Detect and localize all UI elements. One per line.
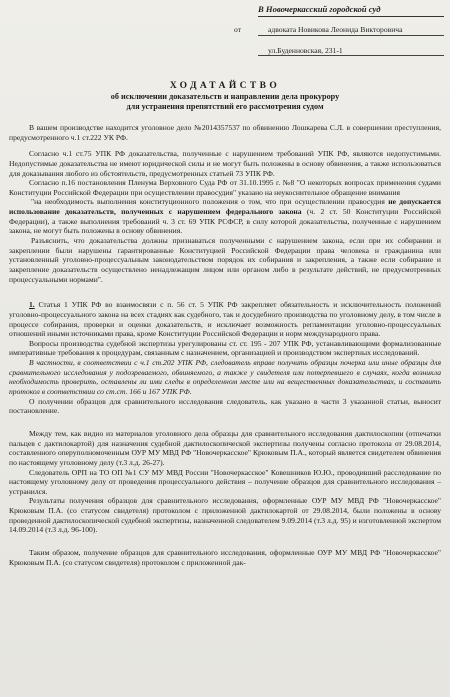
paragraph-article1 bbox=[9, 300, 441, 339]
paragraph-art75: Согласно ч.1 ст.75 УПК РФ доказательства, полученные с нарушением требований УПК РФ, являются недопустимыми. Недопустимые доказательства не имеют юридической силы и не могут быть положены в основу обвинения, а также использоваться для доказывания любого из обстоятельств, предусмотренных статьей 73 УПК РФ. bbox=[9, 149, 441, 178]
paragraph-samples: Между тем, как видно из материалов уголовного дела образцы для сравнительного исследования дактилоскопии (отпечатки пальцев с дактилокартой) для назначения судебной дактилоскопической экспертизы получены согласно протокола от 29.08.2014, составленного оперуполномоченным ОУР МУ МВД РФ "Новочеркасское" Крюковым П.А., который является свидетелем обвинения по настоящему уголовному делу (т.3 л.д. 26-27). bbox=[9, 428, 441, 467]
paragraph-number: 1. bbox=[29, 300, 35, 310]
addressee-block bbox=[234, 4, 444, 56]
quote-emphasis: не допускается использование доказательств, полученных с нарушением федерального закона bbox=[9, 197, 441, 217]
court-name: В Новочеркасский городской суд bbox=[258, 4, 444, 17]
paragraph-conclusion: Таким образом, получение образцов для сравнительного исследования, оформленные ОУР МУ МВД РФ "Новочеркасское" Крюковым П.А. (со статусом свидетеля) протоколом с приложенной дак- bbox=[9, 547, 441, 567]
paragraph-resolution: О получении образцов для сравнительного исследования следователь, как указано в части 3 указанной статьи, выносит постановление. bbox=[9, 396, 441, 416]
paragraph-results: Результаты получения образцов для сравнительного исследования, оформленные ОУР МУ МВД РФ "Новочеркасское" Крюковым П.А. (со статусом свидетеля) протоколом с приложенной дактилокартой от 29.08.2014, были положены в основу проведенной дактилоскопической судебной экспертизы, назначенной следователем 9.09.2014 (т.3 л.д. 95) и изготовленной экспертом 14.09.2014 (т.3 л.д. 96-100). bbox=[9, 496, 441, 535]
paragraph-article1-text: Статья 1 УПК РФ во взаимосвязи с п. 56 ст. 5 УПК РФ закрепляет обязательность и исключительность положений уголовно-процессуального закона на всех стадиях как судебного, так и досудебного производства по уголовному делу, в том числе в процессе собирания, проверки и оценки доказательств, и исключает возможность регламентации уголовно-процессуальных отношений иными источниками права, кроме Конституции Российской Федерации и норм международного права. bbox=[9, 300, 441, 339]
document-title: ХОДАТАЙСТВО bbox=[169, 81, 281, 91]
quote-end: (ч. 2 ст. 50 Конституции Российской Федерации), а также выполнения требований ч. 3 ст. 69 УПК РСФСР, в силу которой доказательства, полученные с нарушением закона, не могут быть положены в основу обвинения. bbox=[9, 207, 441, 236]
from-label: от bbox=[234, 24, 242, 34]
paragraph-plenum: Согласно п.16 постановления Пленума Верховного Суда РФ от 31.10.1995 г. №8 "О некоторых вопросах применения судами Конституции Российской Федерации при осуществлении правосудия" указано на неукоснительное обращение внимания bbox=[9, 178, 441, 197]
title-block bbox=[0, 80, 450, 111]
paragraph-explanation: Разъяснить, что доказательства должны признаваться полученными с нарушением закона, если при их собирании и закреплении были нарушены гарантированные Конституцией Российской Федерации права человека и гражданина или установленный уголовно-процессуальным законодательством порядок их собирания и закрепления, а также если собирание и закрепление доказательств осуществлено ненадлежащим лицом или органом либо в результате действий, не предусмотренных процессуальными нормами". bbox=[9, 236, 441, 284]
paragraph-plenum-quote bbox=[9, 197, 441, 236]
paragraph-art202: В частности, в соответствии с ч.1 ст.202 УПК РФ, следователь вправе получить образцы почерка или иные образцы для сравнительного исследования у подозреваемого, обвиняемого, а также у свидетеля или потерпевшего в случаях, когда возникла необходимость проверить, оставлены ли ими следы в определенном месте или на вещественных доказательствах, и составить протокол в соответствии со ст.ст. 166 и 167 УПК РФ. bbox=[9, 358, 441, 397]
document-body bbox=[9, 123, 441, 567]
quote-start: "на необходимость выполнения конституционного положения о том, что при осуществлении правосудия bbox=[31, 197, 389, 207]
document-subtitle-line2: для устранения препятствий его рассмотрения судом bbox=[126, 101, 324, 111]
from-row bbox=[234, 24, 444, 36]
paragraph-expertise: Вопросы производства судебной экспертизы урегулированы ст. ст. 195 - 207 УПК РФ, устанавливающими формализованные императивные требования к процедурам, связанным с назначением, организацией и производством экспертных исследований. bbox=[9, 338, 441, 358]
document-subtitle-line1: об исключении доказательств и направлении дела прокурору bbox=[110, 92, 340, 102]
paragraph-investigator: Следователь ОРП на ТО ОП №1 СУ МУ МВД России "Новочеркасское" Ковешников Ю.Ю., проводивший расследование по настоящему уголовному делу от проведения процессуального действия – получение образцов для сравнительного исследования – устранился. bbox=[9, 467, 441, 496]
lawyer-name: адвоката Новикова Леонида Викторовича bbox=[258, 25, 444, 36]
lawyer-address: ул.Буденновская, 231-1 bbox=[258, 46, 444, 57]
paragraph-case-intro: В вашем производстве находится уголовное дело №2014357537 по обвинению Лошкарева С.Л. в совершении преступления, предусмотренного ч.1 ст.222 УК РФ. bbox=[9, 123, 441, 142]
